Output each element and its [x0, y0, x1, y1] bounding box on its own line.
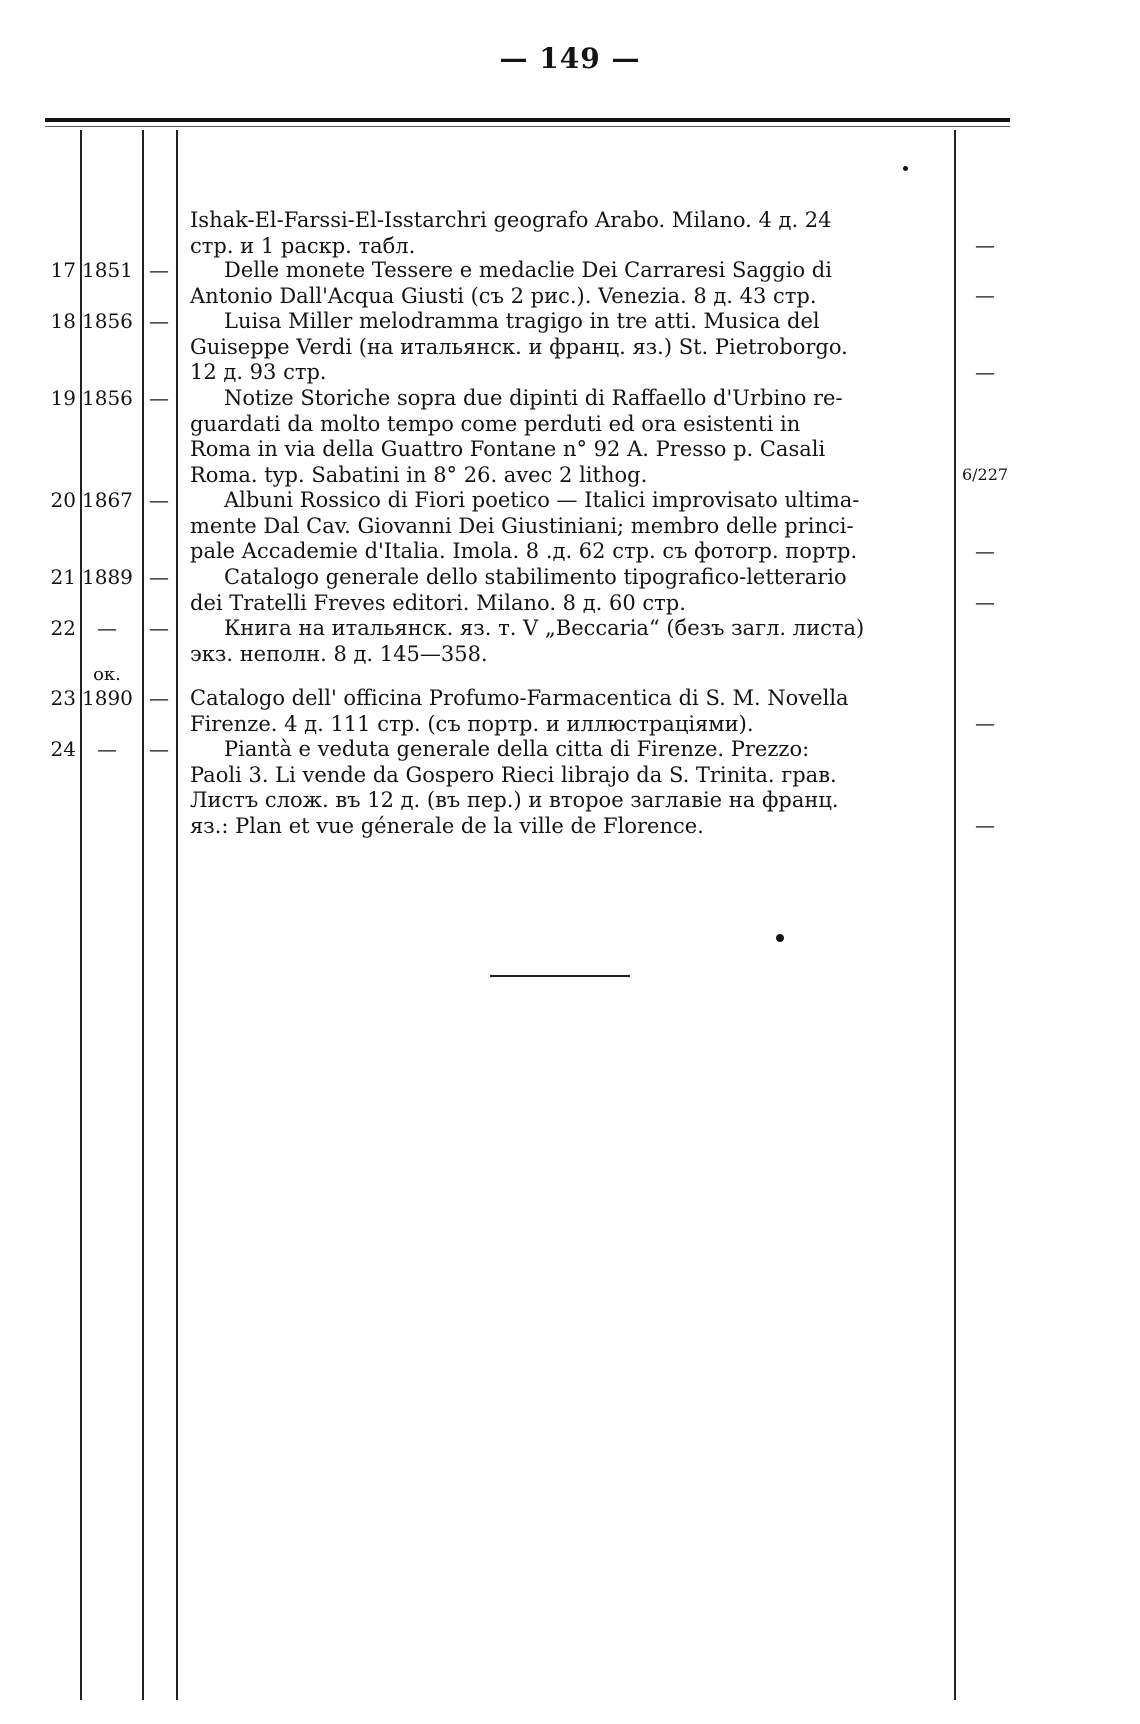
entry-text: [190, 258, 950, 309]
entry-year: 1856: [82, 386, 133, 410]
ink-dot: [776, 934, 784, 942]
text-line: экз. неполн. 8 д. 145—358.: [190, 641, 488, 666]
text-line: Notize Storiche sopra due dipinti di Raffaello d'Urbino re-: [224, 386, 843, 410]
page-number: — 149 —: [499, 42, 641, 75]
entry-mark: —: [975, 711, 995, 735]
entry-mark: —: [975, 283, 995, 307]
text-line: Luisa Miller melodramma tragigo in tre atti. Musica del: [224, 309, 820, 333]
entry-dash: —: [149, 488, 169, 512]
text-line: Piantà e veduta generale della citta di Firenze. Prezzo:: [224, 737, 810, 761]
text-line: Guiseppe Verdi (на итальянск. и франц. яз.) St. Pietroborgo.: [190, 334, 848, 359]
text-line: Firenze. 4 д. 111 стр. (съ портр. и иллюстраціями).: [190, 711, 754, 736]
entry-mark: —: [975, 813, 995, 837]
entry-year: —: [97, 737, 117, 761]
entry-number: 17: [50, 258, 76, 282]
entry-text: [190, 565, 950, 616]
entry-dash: —: [149, 686, 169, 710]
text-line: Albuni Rossico di Fiori poetico — Italici improvisato ultima-: [224, 488, 860, 512]
text-line: яз.: Plan et vue génerale de la ville de Florence.: [190, 813, 704, 838]
column-divider-dash: [176, 130, 178, 1700]
entry-number: 23: [50, 686, 76, 710]
entry-dash: —: [149, 386, 169, 410]
entry-year: 1851: [82, 258, 133, 282]
text-line: dei Tratelli Freves editori. Milano. 8 д. 60 стр.: [190, 590, 686, 615]
column-divider-num: [80, 130, 82, 1700]
entry-header-mark: —: [975, 233, 995, 257]
text-line: Книга на итальянск. яз. т. V „Beccaria“ (безъ загл. листа): [224, 616, 865, 640]
entry-year: 1889: [82, 565, 133, 589]
text-line: Antonio Dall'Acqua Giusti (съ 2 рис.). Venezia. 8 д. 43 стр.: [190, 283, 817, 308]
text-line: guardati da molto tempo come perduti ed ora esistenti in: [190, 411, 801, 436]
entry-mark: —: [975, 590, 995, 614]
entry-text: [190, 686, 950, 737]
entry-number: 24: [50, 737, 76, 761]
text-line: Paoli 3. Li vende da Gospero Rieci librajo da S. Trinita. грав.: [190, 762, 837, 787]
entry-text: [190, 309, 950, 386]
entry-dash: —: [149, 258, 169, 282]
entry-number: 22: [50, 616, 76, 640]
text-line: Delle monete Tessere e medaclie Dei Carraresi Saggio di: [224, 258, 832, 282]
entry-number: 19: [50, 386, 76, 410]
entry-text: [190, 737, 950, 839]
entry-number: 20: [50, 488, 76, 512]
entry-dash: —: [149, 737, 169, 761]
text-line: Catalogo generale dello stabilimento tipografico-letterario: [224, 565, 847, 589]
text-line: 12 д. 93 стр.: [190, 360, 327, 384]
entry-year: —: [97, 616, 117, 640]
entry-dash: —: [149, 616, 169, 640]
entry-text: [190, 616, 950, 667]
text-line: Catalogo dell' officina Profumo-Farmacentica di S. M. Novella: [190, 686, 849, 710]
top-rule: [45, 118, 1010, 122]
entry-mark: —: [975, 539, 995, 563]
entry-dash: —: [149, 565, 169, 589]
entry-number: 18: [50, 309, 76, 333]
entry-year: 1856: [82, 309, 133, 333]
text-line: Ishak-El-Farssi-El-Isstarchri geografo Arabo. Milano. 4 д. 24: [190, 208, 832, 232]
text-line: Roma. typ. Sabatini in 8° 26. avec 2 lithog.: [190, 462, 648, 487]
entry-text: [190, 386, 950, 488]
entry-number: 21: [50, 565, 76, 589]
ink-dot: [903, 166, 908, 171]
entry-year: 1867: [82, 488, 133, 512]
text-line: Roma in via della Guattro Fontane n° 92 A. Presso p. Casali: [190, 437, 826, 461]
entry-year: 1890: [82, 686, 133, 710]
entry-year-prefix: ок.: [93, 664, 121, 685]
text-line: Листъ слож. въ 12 д. (въ пер.) и второе заглавіе на франц.: [190, 788, 839, 812]
text-line: mente Dal Cav. Giovanni Dei Giustiniani; membro delle princi-: [190, 513, 854, 538]
text-line: pale Accademie d'Italia. Imola. 8 .д. 62 стр. съ фотогр. портр.: [190, 539, 858, 563]
entry-mark: 6/227: [961, 465, 1009, 484]
entry-text: [190, 488, 950, 565]
column-divider-year: [142, 130, 144, 1700]
section-end-rule: [490, 975, 630, 977]
entry-dash: —: [149, 309, 169, 333]
text-line: стр. и 1 раскр. табл.: [190, 233, 416, 258]
top-rule-thin: [45, 126, 1010, 127]
entry-mark: —: [975, 360, 995, 384]
entry-header-text: [190, 208, 950, 259]
